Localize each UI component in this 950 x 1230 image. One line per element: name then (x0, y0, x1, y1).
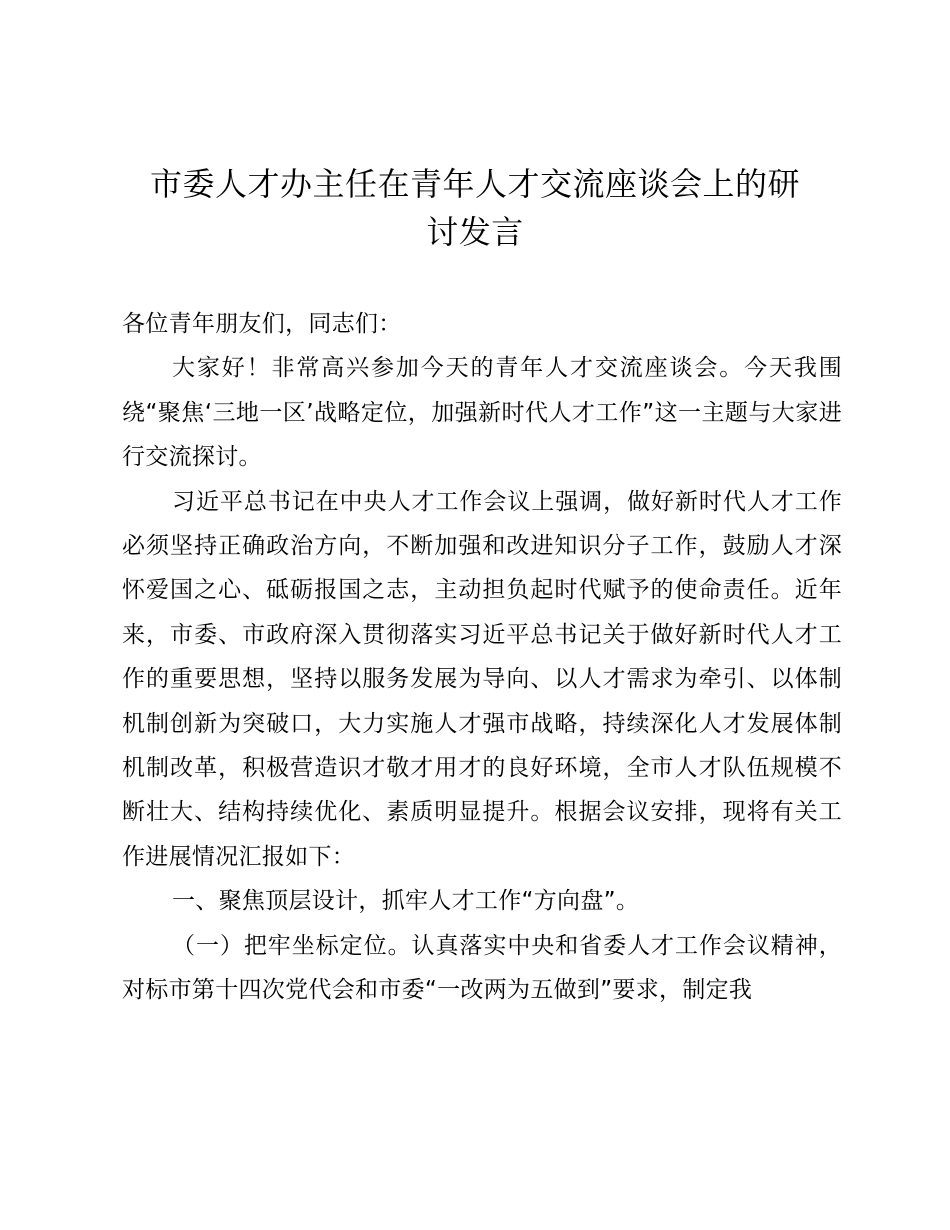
paragraph-subsection-1: （一）把牢坐标定位。认真落实中央和省委人才工作会议精神，对标市第十四次党代会和市委“一改两为五做到”要求，制定我 (122, 932, 842, 1004)
paragraph-overview: 习近平总书记在中央人才工作会议上强调，做好新时代人才工作必须坚持正确政治方向，不断加强和改进知识分子工作，鼓励人才深怀爱国之心、砥砺报国之志，主动担负起时代赋予的使命责任。近年来，市委、市政府深入贯彻落实习近平总书记关于做好新时代人才工作的重要思想，坚持以服务发展为导向、以人才需求为牵引、以体制机制创新为突破口，大力实施人才强市战略，持续深化人才发展体制机制改革，积极营造识才敬才用才的良好环境，全市人才队伍规模不断壮大、结构持续优化、素质明显提升。根据会议安排，现将有关工作进展情况汇报如下： (122, 488, 842, 870)
title-line-2: 讨发言 (426, 213, 524, 251)
document-body (122, 302, 842, 1013)
salutation: 各位青年朋友们，同志们： (122, 311, 402, 337)
paragraph-greeting: 大家好！非常高兴参加今天的青年人才交流座谈会。今天我围绕“聚焦‘三地一区’战略定位，加强新时代人才工作”这一主题与大家进行交流探讨。 (122, 355, 842, 471)
title-line-1: 市委人才办主任在青年人才交流座谈会上的研 (149, 165, 800, 203)
document-title (120, 160, 830, 256)
section-heading-1: 一、聚焦顶层设计，抓牢人才工作“方向盘”。 (172, 888, 640, 915)
